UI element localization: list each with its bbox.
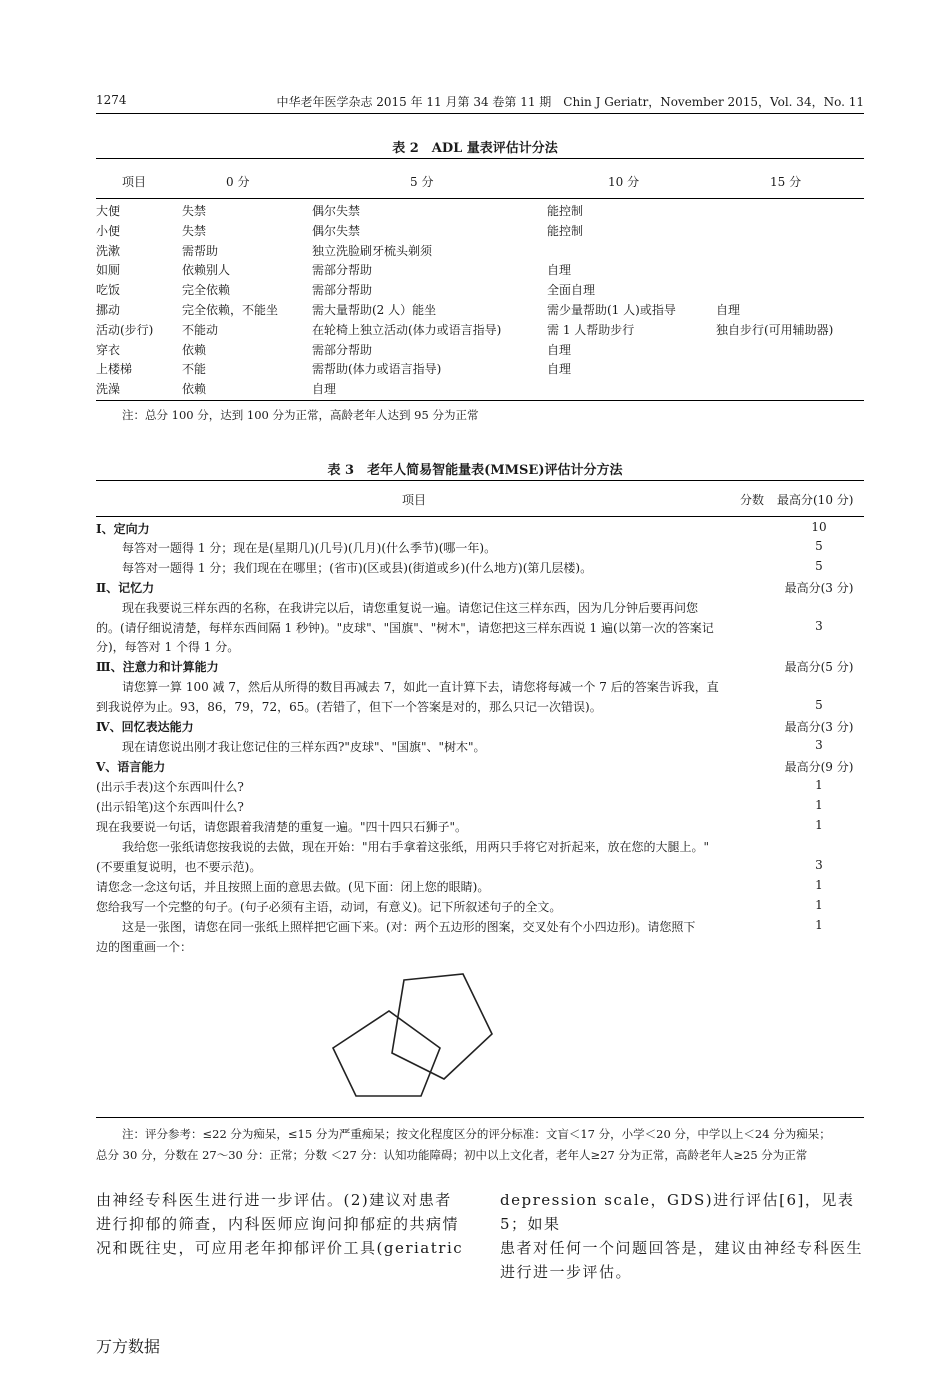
table3-score: 最高分(9 分) (784, 760, 854, 774)
table2-row-label: 如厕 (96, 263, 121, 278)
table2-cell: 自理 (547, 263, 572, 278)
table3-item-text: 您给我写一个完整的句子。(句子必须有主语，动词，有意义)。记下所叙述句子的全文。 (96, 900, 562, 914)
body-right-line: 进行进一步评估。 (500, 1263, 633, 1281)
table3-score: 1 (815, 878, 823, 892)
table3-note-line2: 总分 30 分，分数在 27～30 分：正常；分数 ＜27 分：认知功能障碍；初中以上文化者，老年人≥27 分为正常，高龄老年人≥25 分为正常 (96, 1148, 808, 1162)
table3-item-text: 的。(请仔细说清楚，每样东西间隔 1 秒钟)。"皮球"、"国旗"、"树木"，请您把这三样东西说 1 遍(以第一次的答案记 (96, 621, 714, 635)
table2-cell: 能控制 (547, 223, 584, 238)
table3-section-heading: Ⅱ、记忆力 (96, 581, 155, 595)
table3-score: 最高分(3 分) (784, 720, 854, 734)
pentagon-right (392, 974, 492, 1079)
table2-cell: 自理 (312, 382, 337, 397)
table2-header-10: 10 分 (608, 175, 640, 189)
table2-cell: 偶尔失禁 (312, 204, 361, 218)
table2-cell: 依赖 (182, 342, 207, 357)
table2-row-label: 洗漱 (96, 243, 121, 258)
table2-cell: 自理 (716, 303, 741, 317)
table3-item-text: 请您算一算 100 减 7，然后从所得的数目再减去 7，如此一直计算下去，请您将每减一个 7 后的答案告诉我，直 (122, 680, 719, 694)
table2-cell: 依赖 (182, 382, 207, 397)
table2-cell: 不能动 (182, 322, 219, 337)
table2-header-5: 5 分 (410, 175, 434, 189)
intersecting-pentagons-figure (320, 965, 510, 1105)
table3-item-text: 每答对一题得 1 分；现在是(星期几)(几号)(几月)(什么季节)(哪一年)。 (122, 541, 497, 555)
table2-cell: 在轮椅上独立活动(体力或语言指导) (312, 322, 502, 337)
body-right-line: depression scale，GDS)进行评估[6]，见表 5；如果 (500, 1191, 855, 1233)
table2-row-label: 洗澡 (96, 382, 121, 397)
table3-section-heading: Ⅲ、注意力和计算能力 (96, 660, 219, 674)
table2-cell: 依赖别人 (182, 263, 231, 278)
table2-header-rule (96, 198, 864, 199)
table2-cell: 偶尔失禁 (312, 223, 361, 238)
table3-score: 3 (815, 858, 823, 872)
table3-section-heading: Ⅰ、定向力 (96, 522, 150, 536)
table3-header-max: 最高分(10 分) (777, 493, 854, 507)
table3-item-text: 现在我要说三样东西的名称，在我讲完以后，请您重复说一遍。请您记住这三样东西，因为几分钟后要再问您 (122, 601, 699, 615)
body-right-line: 患者对任何一个问题回答是，建议由神经专科医生 (500, 1239, 864, 1257)
table2-cell: 需部分帮助 (312, 283, 373, 298)
table3-item-text: 现在我要说一句话，请您跟着我清楚的重复一遍。"四十四只石狮子"。 (96, 820, 468, 834)
table3-item-text: 分)，每答对 1 个得 1 分。 (96, 640, 240, 654)
table3-item-text: (出示手表)这个东西叫什么? (96, 780, 244, 794)
table3-item-text: 现在请您说出刚才我让您记住的三样东西?"皮球"、"国旗"、"树木"。 (122, 740, 486, 754)
table3-item-text: 每答对一题得 1 分；我们现在在哪里；(省市)(区或县)(街道或乡)(什么地方)(第几层楼)。 (122, 561, 593, 575)
table3-score: 5 (815, 559, 823, 573)
table3-section-heading: Ⅳ、回忆表达能力 (96, 720, 194, 734)
table2-cell: 独自步行(可用辅助器) (716, 322, 834, 337)
table3-item-text: (出示铅笔)这个东西叫什么? (96, 800, 244, 814)
table3-item-text: 请您念一念这句话，并且按照上面的意思去做。(见下面：闭上您的眼睛)。 (96, 880, 490, 894)
table2-row-label: 吃饭 (96, 283, 121, 298)
table2-note: 注：总分 100 分，达到 100 分为正常，高龄老年人达到 95 分为正常 (122, 408, 479, 422)
table3-score: 1 (815, 898, 823, 912)
table3-score: 最高分(3 分) (784, 581, 854, 595)
body-right-column (500, 1188, 870, 1284)
table3-score: 1 (815, 778, 823, 792)
table2-cell: 需 1 人帮助步行 (547, 322, 635, 337)
table3-score: 1 (815, 818, 823, 832)
table3-caption: 表 3 老年人简易智能量表(MMSE)评估计分方法 (327, 463, 623, 478)
table2-row-label: 挪动 (96, 303, 121, 317)
table2-header-15: 15 分 (770, 175, 802, 189)
body-left-line: 进行抑郁的筛查，内科医师应询问抑郁症的共病情 (96, 1215, 460, 1233)
table2-cell: 失禁 (182, 223, 207, 238)
journal-header: 中华老年医学杂志 2015 年 11 月第 34 卷第 11 期 Chin J Geriatr，November 2015，Vol. 34，No. 11 (276, 95, 864, 109)
table3-score: 10 (811, 520, 827, 534)
table2-cell: 需少量帮助(1 人)或指导 (547, 303, 676, 317)
table2-cell: 自理 (547, 362, 572, 377)
table3-header-score: 分数 (740, 493, 765, 507)
table2-cell: 不能 (182, 362, 207, 377)
table2-cell: 全面自理 (547, 283, 596, 298)
table2-header-item: 项目 (122, 175, 147, 189)
table2-bottom-rule (96, 400, 864, 401)
table2-cell: 能控制 (547, 204, 584, 218)
table2-row-label: 活动(步行) (96, 322, 154, 337)
table3-header-item: 项目 (402, 493, 427, 507)
table2-row-label: 大便 (96, 204, 121, 218)
table3-score: 1 (815, 798, 823, 812)
table3-item-text: (不要重复说明，也不要示范)。 (96, 860, 262, 874)
table2-cell: 需大量帮助(2 人）能坐 (312, 303, 437, 317)
table3-score: 3 (815, 738, 823, 752)
page-number: 1274 (96, 93, 127, 107)
table2-caption: 表 2 ADL 量表评估计分法 (392, 141, 558, 156)
table3-score: 最高分(5 分) (784, 660, 854, 674)
table2-top-rule (96, 158, 864, 159)
table2-cell: 失禁 (182, 204, 207, 218)
table2-cell: 需部分帮助 (312, 263, 373, 278)
table3-note-line1: 注：评分参考：≤22 分为痴呆，≤15 分为严重痴呆；按文化程度区分的评分标准：文盲＜17 分，小学＜20 分，中学以上＜24 分为痴呆； (122, 1127, 831, 1141)
table3-section-heading: Ⅴ、语言能力 (96, 760, 166, 774)
table2-cell: 完全依赖 (182, 283, 231, 298)
table3-item-text: 到我说停为止。93，86，79，72，65。(若错了，但下一个答案是对的，那么只记一次错误)。 (96, 700, 602, 714)
table2-cell: 独立洗脸刷牙梳头剃须 (312, 243, 433, 258)
table2-header-0: 0 分 (226, 175, 250, 189)
body-left-line: 况和既往史，可应用老年抑郁评价工具(geriatric (96, 1239, 464, 1257)
table3-item-text: 这是一张图，请您在同一张纸上照样把它画下来。(对：两个五边形的图案，交叉处有个小四边形)。请您照下 (122, 920, 696, 934)
pentagon-left (333, 1011, 440, 1096)
table3-bottom-rule (96, 1117, 864, 1118)
table3-score: 5 (815, 698, 823, 712)
body-left-line: 由神经专科医生进行进一步评估。(2)建议对患者 (96, 1191, 452, 1209)
header-rule (96, 113, 864, 114)
table3-item-text: 边的图重画一个： (96, 940, 193, 954)
table2-cell: 需帮助 (182, 243, 219, 258)
table3-item-text: 我给您一张纸请您按我说的去做，现在开始："用右手拿着这张纸，用两只手将它对折起来，放在您的大腿上。" (122, 840, 710, 854)
table2-cell: 需帮助(体力或语言指导) (312, 362, 442, 377)
table3-header-rule (96, 516, 864, 517)
table3-score: 3 (815, 619, 823, 633)
watermark-text: 万方数据 (96, 1337, 161, 1356)
table3-score: 1 (815, 918, 823, 932)
table2-cell: 完全依赖，不能坐 (182, 303, 279, 317)
table3-score: 5 (815, 539, 823, 553)
body-left-column (96, 1188, 471, 1260)
table2-row-label: 穿衣 (96, 342, 121, 357)
table2-row-label: 上楼梯 (96, 362, 133, 377)
table2-cell: 需部分帮助 (312, 342, 373, 357)
table2-cell: 自理 (547, 342, 572, 357)
table2-row-label: 小便 (96, 223, 121, 238)
table3-top-rule (96, 480, 864, 481)
